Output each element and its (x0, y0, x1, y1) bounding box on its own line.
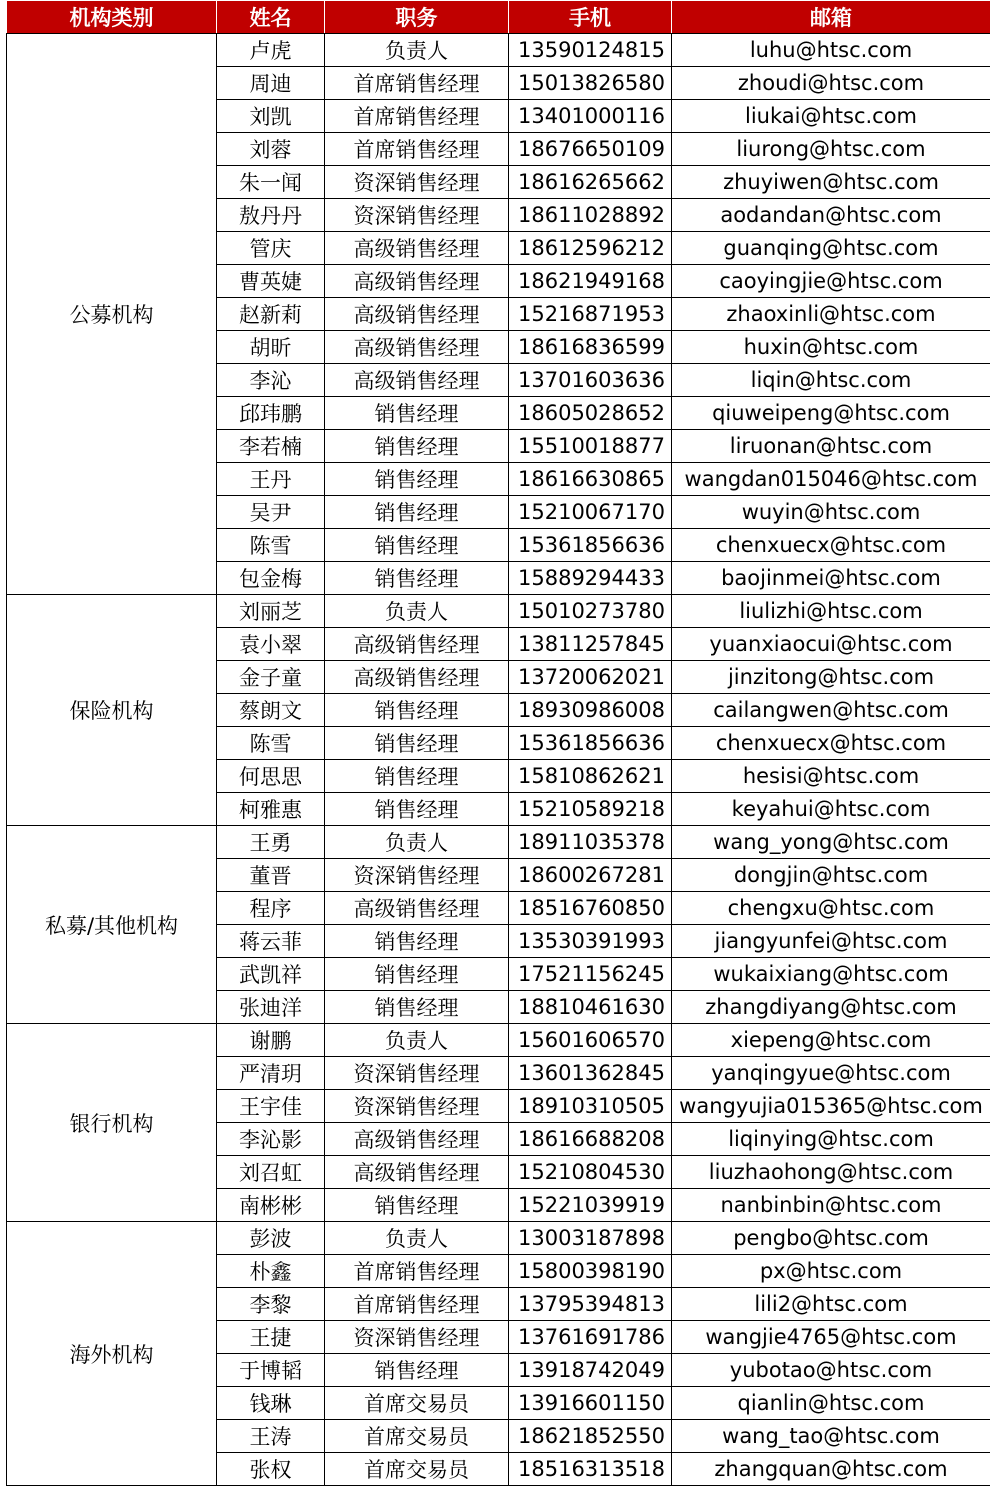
title-cell: 资深销售经理 (325, 166, 509, 199)
name-cell: 敖丹丹 (217, 199, 325, 232)
phone-cell: 18616630865 (509, 463, 672, 496)
email-cell: chengxu@htsc.com (672, 892, 990, 925)
title-cell: 高级销售经理 (325, 1123, 509, 1156)
phone-cell: 13601362845 (509, 1057, 672, 1090)
name-cell: 金子童 (217, 661, 325, 694)
phone-cell: 13795394813 (509, 1288, 672, 1321)
table-row (7, 595, 990, 628)
title-cell: 销售经理 (325, 463, 509, 496)
title-cell: 高级销售经理 (325, 232, 509, 265)
name-cell: 彭波 (217, 1222, 325, 1255)
phone-cell: 18930986008 (509, 694, 672, 727)
phone-cell: 18616265662 (509, 166, 672, 199)
phone-cell: 18621852550 (509, 1420, 672, 1453)
name-cell: 程序 (217, 892, 325, 925)
title-cell: 负责人 (325, 1024, 509, 1057)
name-cell: 李沁影 (217, 1123, 325, 1156)
title-cell: 首席销售经理 (325, 1255, 509, 1288)
email-cell: px@htsc.com (672, 1255, 990, 1288)
email-cell: caoyingjie@htsc.com (672, 265, 990, 298)
title-cell: 负责人 (325, 595, 509, 628)
email-cell: aodandan@htsc.com (672, 199, 990, 232)
title-cell: 资深销售经理 (325, 859, 509, 892)
name-cell: 卢虎 (217, 34, 325, 67)
phone-cell: 13003187898 (509, 1222, 672, 1255)
phone-cell: 15889294433 (509, 562, 672, 595)
name-cell: 陈雪 (217, 529, 325, 562)
table-row (7, 1024, 990, 1057)
phone-cell: 13701603636 (509, 364, 672, 397)
title-cell: 销售经理 (325, 760, 509, 793)
title-cell: 销售经理 (325, 562, 509, 595)
name-cell: 李黎 (217, 1288, 325, 1321)
email-cell: wang_yong@htsc.com (672, 826, 990, 859)
phone-cell: 13720062021 (509, 661, 672, 694)
name-cell: 吴尹 (217, 496, 325, 529)
name-cell: 南彬彬 (217, 1189, 325, 1222)
name-cell: 朱一闻 (217, 166, 325, 199)
email-cell: chenxuecx@htsc.com (672, 727, 990, 760)
title-cell: 首席交易员 (325, 1420, 509, 1453)
table-row (7, 1222, 990, 1255)
category-cell: 海外机构 (7, 1222, 217, 1486)
email-cell: cailangwen@htsc.com (672, 694, 990, 727)
name-cell: 柯雅惠 (217, 793, 325, 826)
email-cell: luhu@htsc.com (672, 34, 990, 67)
title-cell: 负责人 (325, 826, 509, 859)
table-header (7, 1, 990, 34)
email-cell: jinzitong@htsc.com (672, 661, 990, 694)
title-cell: 首席销售经理 (325, 133, 509, 166)
email-cell: keyahui@htsc.com (672, 793, 990, 826)
email-cell: liqin@htsc.com (672, 364, 990, 397)
title-cell: 销售经理 (325, 925, 509, 958)
name-cell: 谢鹏 (217, 1024, 325, 1057)
email-cell: zhangdiyang@htsc.com (672, 991, 990, 1024)
phone-cell: 15361856636 (509, 529, 672, 562)
phone-cell: 18605028652 (509, 397, 672, 430)
email-cell: wuyin@htsc.com (672, 496, 990, 529)
title-cell: 首席交易员 (325, 1453, 509, 1486)
title-cell: 高级销售经理 (325, 1156, 509, 1189)
title-cell: 首席销售经理 (325, 100, 509, 133)
email-cell: hesisi@htsc.com (672, 760, 990, 793)
email-cell: wukaixiang@htsc.com (672, 958, 990, 991)
title-cell: 销售经理 (325, 694, 509, 727)
name-cell: 李若楠 (217, 430, 325, 463)
phone-cell: 13530391993 (509, 925, 672, 958)
email-cell: nanbinbin@htsc.com (672, 1189, 990, 1222)
phone-cell: 18621949168 (509, 265, 672, 298)
name-cell: 何思思 (217, 760, 325, 793)
email-cell: liulizhi@htsc.com (672, 595, 990, 628)
title-cell: 资深销售经理 (325, 1090, 509, 1123)
email-cell: zhoudi@htsc.com (672, 67, 990, 100)
email-cell: zhuyiwen@htsc.com (672, 166, 990, 199)
title-cell: 高级销售经理 (325, 265, 509, 298)
category-cell: 保险机构 (7, 595, 217, 826)
email-cell: guanqing@htsc.com (672, 232, 990, 265)
title-cell: 首席销售经理 (325, 67, 509, 100)
email-cell: huxin@htsc.com (672, 331, 990, 364)
email-cell: wang_tao@htsc.com (672, 1420, 990, 1453)
name-cell: 王捷 (217, 1321, 325, 1354)
title-cell: 销售经理 (325, 496, 509, 529)
name-cell: 蒋云菲 (217, 925, 325, 958)
phone-cell: 15800398190 (509, 1255, 672, 1288)
phone-cell: 15210804530 (509, 1156, 672, 1189)
name-cell: 胡昕 (217, 331, 325, 364)
phone-cell: 15210067170 (509, 496, 672, 529)
phone-cell: 18611028892 (509, 199, 672, 232)
category-cell: 私募/其他机构 (7, 826, 217, 1024)
title-cell: 负责人 (325, 34, 509, 67)
title-cell: 首席销售经理 (325, 1288, 509, 1321)
title-cell: 首席交易员 (325, 1387, 509, 1420)
phone-cell: 18676650109 (509, 133, 672, 166)
title-cell: 高级销售经理 (325, 628, 509, 661)
phone-cell: 15221039919 (509, 1189, 672, 1222)
title-cell: 资深销售经理 (325, 1057, 509, 1090)
header-phone: 手机 (509, 1, 672, 34)
title-cell: 销售经理 (325, 958, 509, 991)
title-cell: 高级销售经理 (325, 661, 509, 694)
phone-cell: 18516760850 (509, 892, 672, 925)
table-row (7, 34, 990, 67)
title-cell: 销售经理 (325, 397, 509, 430)
name-cell: 王丹 (217, 463, 325, 496)
table-body (7, 34, 990, 1486)
name-cell: 刘凯 (217, 100, 325, 133)
email-cell: baojinmei@htsc.com (672, 562, 990, 595)
name-cell: 蔡朗文 (217, 694, 325, 727)
title-cell: 销售经理 (325, 529, 509, 562)
phone-cell: 18616688208 (509, 1123, 672, 1156)
name-cell: 刘蓉 (217, 133, 325, 166)
title-cell: 高级销售经理 (325, 892, 509, 925)
title-cell: 资深销售经理 (325, 199, 509, 232)
header-category: 机构类别 (7, 1, 217, 34)
header-title: 职务 (325, 1, 509, 34)
phone-cell: 18810461630 (509, 991, 672, 1024)
phone-cell: 13916601150 (509, 1387, 672, 1420)
phone-cell: 13811257845 (509, 628, 672, 661)
contact-table (6, 0, 990, 1486)
name-cell: 王涛 (217, 1420, 325, 1453)
email-cell: liqinying@htsc.com (672, 1123, 990, 1156)
name-cell: 张迪洋 (217, 991, 325, 1024)
phone-cell: 18600267281 (509, 859, 672, 892)
name-cell: 董晋 (217, 859, 325, 892)
name-cell: 包金梅 (217, 562, 325, 595)
title-cell: 资深销售经理 (325, 1321, 509, 1354)
table-row (7, 826, 990, 859)
name-cell: 张权 (217, 1453, 325, 1486)
email-cell: liuzhaohong@htsc.com (672, 1156, 990, 1189)
name-cell: 邱玮鹏 (217, 397, 325, 430)
title-cell: 销售经理 (325, 991, 509, 1024)
name-cell: 刘丽芝 (217, 595, 325, 628)
phone-cell: 13401000116 (509, 100, 672, 133)
email-cell: pengbo@htsc.com (672, 1222, 990, 1255)
email-cell: xiepeng@htsc.com (672, 1024, 990, 1057)
email-cell: zhaoxinli@htsc.com (672, 298, 990, 331)
phone-cell: 18616836599 (509, 331, 672, 364)
email-cell: liruonan@htsc.com (672, 430, 990, 463)
phone-cell: 18910310505 (509, 1090, 672, 1123)
email-cell: qiuweipeng@htsc.com (672, 397, 990, 430)
name-cell: 袁小翠 (217, 628, 325, 661)
email-cell: wangyujia015365@htsc.com (672, 1090, 990, 1123)
name-cell: 李沁 (217, 364, 325, 397)
name-cell: 曹英婕 (217, 265, 325, 298)
title-cell: 销售经理 (325, 1354, 509, 1387)
phone-cell: 15010273780 (509, 595, 672, 628)
email-cell: dongjin@htsc.com (672, 859, 990, 892)
name-cell: 严清玥 (217, 1057, 325, 1090)
name-cell: 刘召虹 (217, 1156, 325, 1189)
title-cell: 销售经理 (325, 1189, 509, 1222)
phone-cell: 15601606570 (509, 1024, 672, 1057)
name-cell: 周迪 (217, 67, 325, 100)
title-cell: 销售经理 (325, 793, 509, 826)
email-cell: wangdan015046@htsc.com (672, 463, 990, 496)
name-cell: 朴鑫 (217, 1255, 325, 1288)
header-row (7, 1, 990, 34)
email-cell: zhangquan@htsc.com (672, 1453, 990, 1486)
name-cell: 管庆 (217, 232, 325, 265)
email-cell: jiangyunfei@htsc.com (672, 925, 990, 958)
title-cell: 销售经理 (325, 430, 509, 463)
category-cell: 银行机构 (7, 1024, 217, 1222)
phone-cell: 15810862621 (509, 760, 672, 793)
title-cell: 高级销售经理 (325, 364, 509, 397)
phone-cell: 15361856636 (509, 727, 672, 760)
phone-cell: 15210589218 (509, 793, 672, 826)
email-cell: lili2@htsc.com (672, 1288, 990, 1321)
email-cell: chenxuecx@htsc.com (672, 529, 990, 562)
phone-cell: 15216871953 (509, 298, 672, 331)
email-cell: liukai@htsc.com (672, 100, 990, 133)
phone-cell: 18516313518 (509, 1453, 672, 1486)
title-cell: 销售经理 (325, 727, 509, 760)
email-cell: qianlin@htsc.com (672, 1387, 990, 1420)
category-cell: 公募机构 (7, 34, 217, 595)
name-cell: 王勇 (217, 826, 325, 859)
phone-cell: 15013826580 (509, 67, 672, 100)
phone-cell: 18612596212 (509, 232, 672, 265)
title-cell: 高级销售经理 (325, 298, 509, 331)
phone-cell: 13918742049 (509, 1354, 672, 1387)
email-cell: yubotao@htsc.com (672, 1354, 990, 1387)
name-cell: 于博韬 (217, 1354, 325, 1387)
header-name: 姓名 (217, 1, 325, 34)
name-cell: 陈雪 (217, 727, 325, 760)
name-cell: 赵新莉 (217, 298, 325, 331)
phone-cell: 17521156245 (509, 958, 672, 991)
phone-cell: 18911035378 (509, 826, 672, 859)
name-cell: 武凯祥 (217, 958, 325, 991)
email-cell: wangjie4765@htsc.com (672, 1321, 990, 1354)
name-cell: 王宇佳 (217, 1090, 325, 1123)
phone-cell: 13590124815 (509, 34, 672, 67)
email-cell: yanqingyue@htsc.com (672, 1057, 990, 1090)
name-cell: 钱琳 (217, 1387, 325, 1420)
email-cell: yuanxiaocui@htsc.com (672, 628, 990, 661)
phone-cell: 13761691786 (509, 1321, 672, 1354)
email-cell: liurong@htsc.com (672, 133, 990, 166)
header-email: 邮箱 (672, 1, 990, 34)
title-cell: 负责人 (325, 1222, 509, 1255)
phone-cell: 15510018877 (509, 430, 672, 463)
title-cell: 高级销售经理 (325, 331, 509, 364)
